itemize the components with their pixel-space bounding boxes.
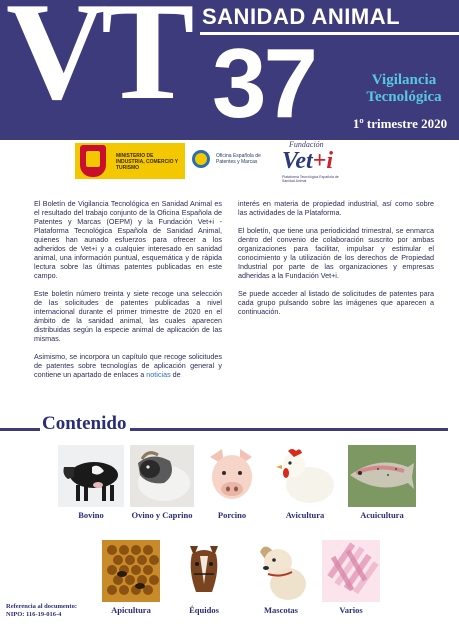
category-equidos[interactable] [176, 540, 232, 615]
noticias-link[interactable]: noticias [146, 370, 171, 379]
category-label: Porcino [217, 510, 247, 520]
contents-heading: Contenido [42, 413, 127, 434]
intro-paragraph: El Boletín de Vigilancia Tecnológica en Sanidad Animal es el resultado del trabajo conjunto de la Oficina Española de Patentes y Marcas (OEPM) y la Fundación Vet+i - Plataforma Tecnológica Española de Sanidad Animal, quienes han aunado esfuerzos para ofrecer a los adheridos de Vet+i y a cualquier interesado en sanidad animal, una información puntual, esquemática y de rápida lectura sobre las últimas patentes publicadas en este campo. [34, 199, 222, 280]
publication-title: SANIDAD ANIMAL [202, 4, 401, 29]
intro-column-right [238, 199, 434, 325]
intro-paragraph: Asimismo, se incorpora un capítulo que recoge solicitudes de patentes sobre tecnologías de aplicación general y contiene un apartado de enlaces a noticias de [34, 352, 222, 379]
fundacion-label: Fundación [289, 140, 324, 149]
issue-period: 1º trimestre 2020 [352, 116, 448, 131]
category-avicultura[interactable] [272, 445, 338, 520]
fish-icon [348, 445, 416, 507]
series-name: Vigilancia Tecnológica [366, 72, 442, 105]
category-label: Mascotas [264, 605, 298, 615]
category-acuicultura[interactable] [348, 445, 416, 520]
intro-paragraph: Se puede acceder al listado de solicitudes de patentes para cada grupo pulsando sobre las imágenes que aparecen a continuación. [238, 289, 434, 316]
vet-i-logo: Vet+i [282, 148, 334, 174]
horse-icon [176, 540, 232, 602]
category-label: Bovino [78, 510, 104, 520]
category-mascotas[interactable] [252, 540, 310, 615]
section-rule [0, 428, 40, 431]
intro-paragraph: Este boletín número treinta y siete recoge una selección de las solicitudes de patentes publicadas a nivel internacional durante el primer trimestre de 2020 en el ámbito de la sanidad animal, las cuales aparecen distribuidas según la especie animal de aplicación de las mismas. [34, 289, 222, 343]
masthead [0, 0, 459, 140]
cow-icon [58, 445, 124, 507]
category-bovino[interactable] [58, 445, 124, 520]
document-reference: Referencia al documento: NIPO: 116-19-016-4 [6, 603, 78, 618]
category-label: Ovino y Caprino [131, 510, 193, 520]
intro-paragraph: interés en materia de propiedad industrial, así como sobre las actividades de la Plataforma. [238, 199, 434, 217]
spain-coat-of-arms-icon [80, 145, 106, 177]
category-label: Acuicultura [360, 510, 404, 520]
vt-logo: VT [6, 0, 189, 129]
ministerio-label: MINISTERIO DE INDUSTRIA, COMERCIO Y TURISMO [116, 153, 179, 171]
chicken-icon [272, 445, 338, 507]
issue-number: 37 [212, 28, 316, 138]
category-label: Avicultura [285, 510, 325, 520]
intro-column-left [34, 199, 222, 388]
oepm-logo-icon [192, 150, 210, 168]
goat-icon [130, 445, 194, 507]
category-label: Varios [339, 605, 363, 615]
category-label: Équidos [189, 605, 219, 615]
bees-icon [102, 540, 160, 602]
oepm-label: Oficina Española de Patentes y Marcas [216, 153, 261, 165]
category-varios[interactable] [322, 540, 380, 615]
dog-icon [252, 540, 310, 602]
section-rule [130, 428, 448, 431]
vet-i-tagline: Plataforma Tecnológica Española de Sanidad Animal [282, 175, 339, 183]
category-apicultura[interactable] [102, 540, 160, 615]
category-porcino[interactable] [200, 445, 264, 520]
category-ovino-caprino[interactable] [130, 445, 194, 520]
syringes-icon [322, 540, 380, 602]
pig-icon [200, 445, 264, 507]
category-label: Apicultura [111, 605, 151, 615]
intro-paragraph: El boletín, que tiene una periodicidad trimestral, se enmarca dentro del convenio de colaboración suscrito por ambas organizaciones para facilitar, impulsar y estimular el conocimiento y la utilización de los derechos de Propiedad Industrial por parte de las organizaciones y empresas adheridas a la Fundación Vet+i. [238, 226, 434, 280]
